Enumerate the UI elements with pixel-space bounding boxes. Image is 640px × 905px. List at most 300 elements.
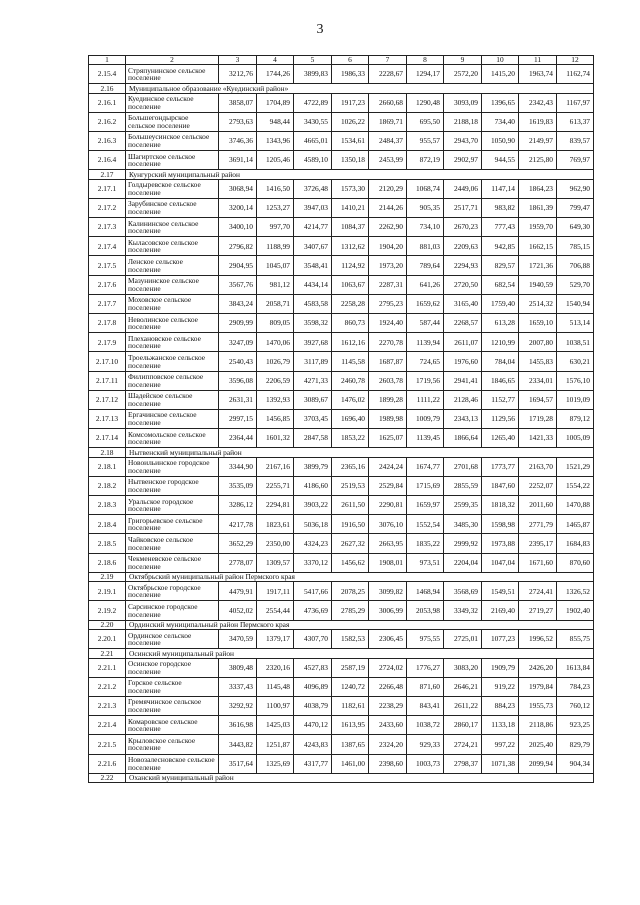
value-cell: 2255,71	[257, 476, 294, 495]
table-row	[89, 601, 594, 620]
value-cell: 1719,28	[519, 409, 557, 428]
value-cell: 4527,83	[294, 658, 332, 677]
value-cell: 724,65	[407, 352, 444, 371]
settlement-name: Новозалесновское сельское поселение	[126, 754, 219, 773]
settlement-name: Уральское городское поселение	[126, 496, 219, 515]
value-cell: 2796,82	[219, 237, 257, 256]
value-cell: 1379,17	[257, 630, 294, 649]
value-cell: 1290,48	[407, 93, 444, 112]
value-cell: 1251,87	[257, 735, 294, 754]
table-row	[89, 735, 594, 754]
value-cell: 4434,14	[294, 275, 332, 294]
table-row	[89, 275, 594, 294]
value-cell: 2997,15	[219, 409, 257, 428]
value-cell: 942,85	[482, 237, 519, 256]
value-cell: 2855,59	[444, 476, 482, 495]
value-cell: 1045,07	[257, 256, 294, 275]
header-cell: 4	[257, 56, 294, 65]
settlement-name: Троельжанское сельское поселение	[126, 352, 219, 371]
value-cell: 513,14	[557, 314, 594, 333]
value-cell: 809,05	[257, 314, 294, 333]
settlement-name: Чекменевское сельское поселение	[126, 553, 219, 572]
value-cell: 1613,95	[332, 716, 369, 735]
settlement-name: Большегондырское сельское поселение	[126, 112, 219, 131]
settlement-name: Гремячинское сельское поселение	[126, 696, 219, 715]
value-cell: 1312,62	[332, 237, 369, 256]
row-code: 2.17.12	[89, 390, 126, 409]
value-cell: 1325,69	[257, 754, 294, 773]
value-cell: 2209,63	[444, 237, 482, 256]
row-code: 2.21.5	[89, 735, 126, 754]
table-row	[89, 151, 594, 170]
section-row	[89, 448, 594, 457]
table-row	[89, 352, 594, 371]
value-cell: 1145,58	[332, 352, 369, 371]
value-cell: 4317,77	[294, 754, 332, 773]
row-code: 2.16	[89, 84, 126, 93]
value-cell: 2517,71	[444, 198, 482, 217]
value-cell: 2785,29	[332, 601, 369, 620]
row-code: 2.19	[89, 572, 126, 581]
row-code: 2.18.2	[89, 476, 126, 495]
value-cell: 2128,46	[444, 390, 482, 409]
value-cell: 3567,76	[219, 275, 257, 294]
value-cell: 1038,51	[557, 333, 594, 352]
value-cell: 4096,89	[294, 677, 332, 696]
value-cell: 1210,99	[482, 333, 519, 352]
settlement-name: Октябрьское городское поселение	[126, 582, 219, 601]
value-cell: 1240,72	[332, 677, 369, 696]
settlement-name: Кыласовское сельское поселение	[126, 237, 219, 256]
value-cell: 784,23	[557, 677, 594, 696]
value-cell: 1038,72	[407, 716, 444, 735]
row-code: 2.17.7	[89, 294, 126, 313]
value-cell: 1456,62	[332, 553, 369, 572]
value-cell: 1455,83	[519, 352, 557, 371]
value-cell: 1549,51	[482, 582, 519, 601]
value-cell: 1721,36	[519, 256, 557, 275]
table-row	[89, 198, 594, 217]
value-cell: 1026,22	[332, 112, 369, 131]
section-title: Ординский муниципальный район Пермского края	[126, 620, 594, 629]
value-cell: 4479,91	[219, 582, 257, 601]
value-cell: 1326,52	[557, 582, 594, 601]
value-cell: 785,15	[557, 237, 594, 256]
settlement-name: Комаровское сельское поселение	[126, 716, 219, 735]
value-cell: 1152,77	[482, 390, 519, 409]
value-cell: 1861,39	[519, 198, 557, 217]
value-cell: 2334,01	[519, 371, 557, 390]
value-cell: 1425,03	[257, 716, 294, 735]
value-cell: 2294,93	[444, 256, 482, 275]
row-code: 2.18.3	[89, 496, 126, 515]
table-row	[89, 371, 594, 390]
value-cell: 2795,23	[369, 294, 407, 313]
table-row	[89, 314, 594, 333]
value-cell: 1534,61	[332, 131, 369, 150]
value-cell: 1111,22	[407, 390, 444, 409]
value-cell: 4038,79	[294, 696, 332, 715]
value-cell: 789,64	[407, 256, 444, 275]
value-cell: 1139,94	[407, 333, 444, 352]
value-cell: 1694,57	[519, 390, 557, 409]
value-cell: 2902,97	[444, 151, 482, 170]
value-cell: 1071,38	[482, 754, 519, 773]
value-cell: 1009,79	[407, 409, 444, 428]
header-cell: 5	[294, 56, 332, 65]
value-cell: 1818,32	[482, 496, 519, 515]
value-cell: 1147,14	[482, 179, 519, 198]
value-cell: 2646,21	[444, 677, 482, 696]
value-cell: 3286,12	[219, 496, 257, 515]
value-cell: 1835,22	[407, 534, 444, 553]
value-cell: 1063,67	[332, 275, 369, 294]
value-cell: 855,75	[557, 630, 594, 649]
value-cell: 1182,61	[332, 696, 369, 715]
row-code: 2.16.4	[89, 151, 126, 170]
value-cell: 1963,74	[519, 65, 557, 84]
row-code: 2.17.9	[89, 333, 126, 352]
settlement-name: Комсомольское сельское поселение	[126, 429, 219, 448]
header-cell: 12	[557, 56, 594, 65]
value-cell: 1924,40	[369, 314, 407, 333]
value-cell: 955,57	[407, 131, 444, 150]
value-cell: 529,70	[557, 275, 594, 294]
value-cell: 2007,80	[519, 333, 557, 352]
value-cell: 870,60	[557, 553, 594, 572]
value-cell: 3809,48	[219, 658, 257, 677]
value-cell: 3903,22	[294, 496, 332, 515]
value-cell: 1940,59	[519, 275, 557, 294]
value-cell: 3843,24	[219, 294, 257, 313]
value-cell: 2188,18	[444, 112, 482, 131]
value-cell: 3165,40	[444, 294, 482, 313]
value-cell: 1955,73	[519, 696, 557, 715]
value-cell: 2484,37	[369, 131, 407, 150]
settlement-name: Крыловское сельское поселение	[126, 735, 219, 754]
value-cell: 2529,84	[369, 476, 407, 495]
value-cell: 1205,46	[257, 151, 294, 170]
row-code: 2.17	[89, 170, 126, 179]
value-cell: 1470,88	[557, 496, 594, 515]
value-cell: 1582,53	[332, 630, 369, 649]
row-code: 2.19.1	[89, 582, 126, 601]
table-row	[89, 112, 594, 131]
value-cell: 2519,53	[332, 476, 369, 495]
value-cell: 1265,40	[482, 429, 519, 448]
value-cell: 1847,60	[482, 476, 519, 495]
value-cell: 3292,92	[219, 696, 257, 715]
value-cell: 3400,10	[219, 218, 257, 237]
value-cell: 1421,33	[519, 429, 557, 448]
value-cell: 4583,58	[294, 294, 332, 313]
value-cell: 4470,12	[294, 716, 332, 735]
value-cell: 3746,36	[219, 131, 257, 150]
value-cell: 3616,98	[219, 716, 257, 735]
value-cell: 2426,20	[519, 658, 557, 677]
value-cell: 1846,65	[482, 371, 519, 390]
value-cell: 860,73	[332, 314, 369, 333]
value-cell: 843,41	[407, 696, 444, 715]
settlement-name: Осинское городское поселение	[126, 658, 219, 677]
value-cell: 3947,03	[294, 198, 332, 217]
value-cell: 1976,60	[444, 352, 482, 371]
value-cell: 839,57	[557, 131, 594, 150]
value-cell: 3596,08	[219, 371, 257, 390]
row-code: 2.18.6	[89, 553, 126, 572]
value-cell: 2943,70	[444, 131, 482, 150]
header-cell: 8	[407, 56, 444, 65]
header-cell: 3	[219, 56, 257, 65]
section-row	[89, 620, 594, 629]
row-code: 2.17.4	[89, 237, 126, 256]
value-cell: 1465,87	[557, 515, 594, 534]
value-cell: 2395,17	[519, 534, 557, 553]
row-code: 2.21.4	[89, 716, 126, 735]
value-cell: 2144,26	[369, 198, 407, 217]
value-cell: 1773,77	[482, 457, 519, 476]
table-row	[89, 582, 594, 601]
row-code: 2.17.1	[89, 179, 126, 198]
value-cell: 1410,21	[332, 198, 369, 217]
row-code: 2.21.3	[89, 696, 126, 715]
value-cell: 1050,90	[482, 131, 519, 150]
value-cell: 1598,98	[482, 515, 519, 534]
header-cell: 11	[519, 56, 557, 65]
value-cell: 1619,83	[519, 112, 557, 131]
value-cell: 734,10	[407, 218, 444, 237]
value-cell: 871,60	[407, 677, 444, 696]
value-cell: 1540,94	[557, 294, 594, 313]
value-cell: 1866,64	[444, 429, 482, 448]
value-cell: 1162,74	[557, 65, 594, 84]
value-cell: 872,19	[407, 151, 444, 170]
section-title: Осинский муниципальный район	[126, 649, 594, 658]
table-row	[89, 496, 594, 515]
section-title: Нытвенский муниципальный район	[126, 448, 594, 457]
value-cell: 1719,56	[407, 371, 444, 390]
value-cell: 1917,23	[332, 93, 369, 112]
value-cell: 2771,79	[519, 515, 557, 534]
value-cell: 1552,54	[407, 515, 444, 534]
value-cell: 630,21	[557, 352, 594, 371]
value-cell: 2540,43	[219, 352, 257, 371]
value-cell: 3568,69	[444, 582, 482, 601]
value-cell: 829,79	[557, 735, 594, 754]
value-cell: 1613,84	[557, 658, 594, 677]
value-cell: 734,40	[482, 112, 519, 131]
row-code: 2.15.4	[89, 65, 126, 84]
value-cell: 1996,52	[519, 630, 557, 649]
value-cell: 1576,10	[557, 371, 594, 390]
value-cell: 1715,69	[407, 476, 444, 495]
value-cell: 2294,81	[257, 496, 294, 515]
settlement-name: Мазунинское сельское поселение	[126, 275, 219, 294]
value-cell: 2999,92	[444, 534, 482, 553]
value-cell: 1989,98	[369, 409, 407, 428]
settlement-name: Ергачинское сельское поселение	[126, 409, 219, 428]
value-cell: 3548,41	[294, 256, 332, 275]
table-row	[89, 754, 594, 773]
value-cell: 2611,50	[332, 496, 369, 515]
value-cell: 1468,94	[407, 582, 444, 601]
value-cell: 2398,60	[369, 754, 407, 773]
value-cell: 3006,99	[369, 601, 407, 620]
value-cell: 2449,06	[444, 179, 482, 198]
value-cell: 829,57	[482, 256, 519, 275]
value-cell: 777,43	[482, 218, 519, 237]
value-cell: 1047,04	[482, 553, 519, 572]
value-cell: 682,54	[482, 275, 519, 294]
value-cell: 2460,78	[332, 371, 369, 390]
value-cell: 3212,76	[219, 65, 257, 84]
value-cell: 2204,04	[444, 553, 482, 572]
header-cell: 7	[369, 56, 407, 65]
value-cell: 1916,50	[332, 515, 369, 534]
value-cell: 2252,07	[519, 476, 557, 495]
value-cell: 5036,18	[294, 515, 332, 534]
value-cell: 2720,50	[444, 275, 482, 294]
row-code: 2.18.1	[89, 457, 126, 476]
value-cell: 769,97	[557, 151, 594, 170]
value-cell: 3652,29	[219, 534, 257, 553]
settlement-name: Неволинское сельское поселение	[126, 314, 219, 333]
value-cell: 2778,07	[219, 553, 257, 572]
settlement-name: Большеусинское сельское поселение	[126, 131, 219, 150]
value-cell: 1456,85	[257, 409, 294, 428]
value-cell: 944,55	[482, 151, 519, 170]
value-cell: 3068,94	[219, 179, 257, 198]
value-cell: 3089,67	[294, 390, 332, 409]
value-cell: 2904,95	[219, 256, 257, 275]
table-row	[89, 696, 594, 715]
value-cell: 3726,48	[294, 179, 332, 198]
value-cell: 4736,69	[294, 601, 332, 620]
value-cell: 1129,56	[482, 409, 519, 428]
table-row	[89, 179, 594, 198]
value-cell: 613,28	[482, 314, 519, 333]
value-cell: 1139,45	[407, 429, 444, 448]
value-cell: 2663,95	[369, 534, 407, 553]
value-cell: 4589,10	[294, 151, 332, 170]
value-cell: 2163,70	[519, 457, 557, 476]
value-cell: 1902,40	[557, 601, 594, 620]
row-code: 2.22	[89, 773, 126, 782]
value-cell: 1415,20	[482, 65, 519, 84]
value-cell: 1776,27	[407, 658, 444, 677]
value-cell: 884,23	[482, 696, 519, 715]
value-cell: 2078,25	[332, 582, 369, 601]
value-cell: 3407,67	[294, 237, 332, 256]
header-row	[89, 56, 594, 65]
value-cell: 2324,20	[369, 735, 407, 754]
settlement-name: Калининское сельское поселение	[126, 218, 219, 237]
value-cell: 613,37	[557, 112, 594, 131]
row-code: 2.17.11	[89, 371, 126, 390]
row-code: 2.17.5	[89, 256, 126, 275]
value-cell: 948,44	[257, 112, 294, 131]
value-cell: 1392,93	[257, 390, 294, 409]
header-cell: 6	[332, 56, 369, 65]
value-cell: 1145,48	[257, 677, 294, 696]
settlement-name: Ленское сельское поселение	[126, 256, 219, 275]
value-cell: 1853,22	[332, 429, 369, 448]
value-cell: 3443,82	[219, 735, 257, 754]
value-cell: 2306,45	[369, 630, 407, 649]
value-cell: 1908,01	[369, 553, 407, 572]
value-cell: 3349,32	[444, 601, 482, 620]
value-cell: 1659,97	[407, 496, 444, 515]
section-row	[89, 170, 594, 179]
section-row	[89, 649, 594, 658]
value-cell: 2554,44	[257, 601, 294, 620]
value-cell: 2587,19	[332, 658, 369, 677]
table-row	[89, 333, 594, 352]
section-title: Муниципальное образование «Куединский район»	[126, 84, 594, 93]
value-cell: 2011,60	[519, 496, 557, 515]
value-cell: 2847,58	[294, 429, 332, 448]
settlement-name: Плехановское сельское поселение	[126, 333, 219, 352]
value-cell: 4324,23	[294, 534, 332, 553]
value-cell: 1696,40	[332, 409, 369, 428]
table-row	[89, 409, 594, 428]
settlement-name: Куединское сельское поселение	[126, 93, 219, 112]
value-cell: 1973,20	[369, 256, 407, 275]
value-cell: 1864,23	[519, 179, 557, 198]
value-cell: 1704,89	[257, 93, 294, 112]
row-code: 2.21.6	[89, 754, 126, 773]
value-cell: 1003,73	[407, 754, 444, 773]
value-cell: 3200,14	[219, 198, 257, 217]
value-cell: 2611,22	[444, 696, 482, 715]
settlement-name: Нытвенское городское поселение	[126, 476, 219, 495]
value-cell: 2258,28	[332, 294, 369, 313]
settlement-name: Горское сельское поселение	[126, 677, 219, 696]
value-cell: 1396,65	[482, 93, 519, 112]
table-row	[89, 553, 594, 572]
value-cell: 4722,89	[294, 93, 332, 112]
value-cell: 2320,16	[257, 658, 294, 677]
value-cell: 3370,12	[294, 553, 332, 572]
value-cell: 4307,70	[294, 630, 332, 649]
row-code: 2.16.3	[89, 131, 126, 150]
value-cell: 1687,87	[369, 352, 407, 371]
settlement-name: Стряпунинское сельское поселение	[126, 65, 219, 84]
value-cell: 3470,59	[219, 630, 257, 649]
value-cell: 2266,48	[369, 677, 407, 696]
value-cell: 1521,29	[557, 457, 594, 476]
settlement-name: Филипповское сельское поселение	[126, 371, 219, 390]
table-row	[89, 534, 594, 553]
value-cell: 2701,68	[444, 457, 482, 476]
row-code: 2.18.4	[89, 515, 126, 534]
settlement-name: Шадейское сельское поселение	[126, 390, 219, 409]
value-cell: 4243,83	[294, 735, 332, 754]
table-row	[89, 716, 594, 735]
table-row	[89, 630, 594, 649]
settlement-name: Новоильинское городское поселение	[126, 457, 219, 476]
value-cell: 1659,10	[519, 314, 557, 333]
value-cell: 3703,45	[294, 409, 332, 428]
value-cell: 2343,13	[444, 409, 482, 428]
row-code: 2.21.1	[89, 658, 126, 677]
settlement-name: Моховское сельское поселение	[126, 294, 219, 313]
value-cell: 2670,23	[444, 218, 482, 237]
value-cell: 2572,20	[444, 65, 482, 84]
value-cell: 1350,18	[332, 151, 369, 170]
value-cell: 879,12	[557, 409, 594, 428]
value-cell: 4052,02	[219, 601, 257, 620]
